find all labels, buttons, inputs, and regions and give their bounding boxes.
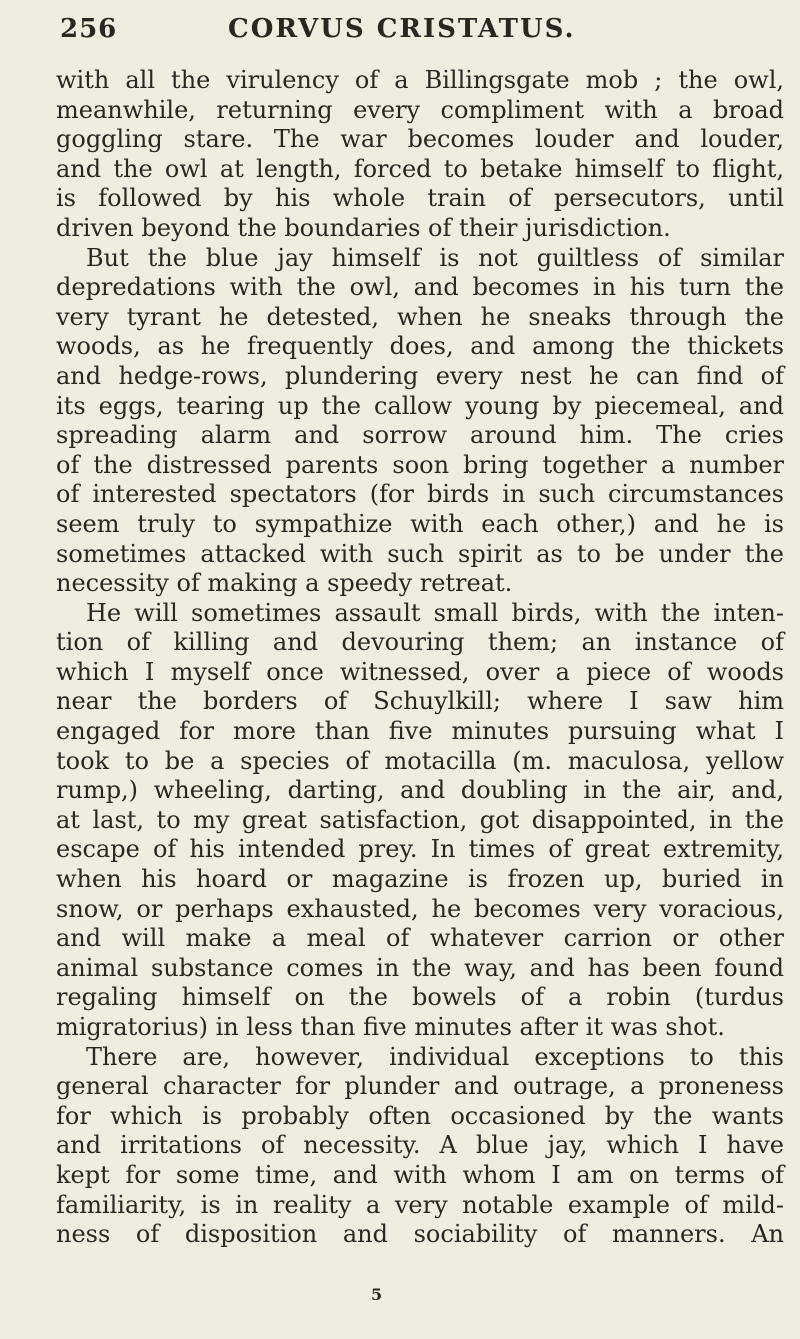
paragraph-start-line: There are, however, individual exceptions to this <box>86 1042 784 1071</box>
running-title: CORVUS CRISTATUS. <box>228 14 576 44</box>
text-line: general character for plunder and outrage, a proneness <box>56 1072 784 1101</box>
text-line: sometimes attacked with such spirit as to be under the <box>56 539 784 568</box>
text-line: depredations with the owl, and becomes in his turn the <box>56 273 784 302</box>
text-line: which I myself once witnessed, over a piece of woods <box>56 657 784 686</box>
text-line: at last, to my great satisfaction, got disappointed, in the <box>56 805 784 834</box>
paragraph-start-line: But the blue jay himself is not guiltless of similar <box>86 243 784 272</box>
paragraph-start-line: He will sometimes assault small birds, with the inten- <box>86 598 784 627</box>
signature-mark: 5 <box>371 1285 383 1304</box>
text-line: snow, or perhaps exhausted, he becomes very voracious, <box>56 894 784 923</box>
text-line: tion of killing and devouring them; an instance of <box>56 628 784 657</box>
text-line: animal substance comes in the way, and has been found <box>56 953 784 982</box>
text-line: rump,) wheeling, darting, and doubling in the air, and, <box>56 776 784 805</box>
text-line: and irritations of necessity. A blue jay, which I have <box>56 1131 784 1160</box>
text-line: escape of his intended prey. In times of great extremity, <box>56 835 784 864</box>
text-line: kept for some time, and with whom I am on terms of <box>56 1160 784 1189</box>
text-line: goggling stare. The war becomes louder and louder, <box>56 125 784 154</box>
text-line: with all the virulency of a Billingsgate mob ; the owl, <box>56 66 784 94</box>
text-line: of interested spectators (for birds in such circumstances <box>56 480 784 509</box>
running-head <box>60 14 780 54</box>
text-line: necessity of making a speedy retreat. <box>56 569 513 598</box>
page-number: 256 <box>60 14 118 44</box>
text-line: very tyrant he detested, when he sneaks through the <box>56 302 784 331</box>
text-line: for which is probably often occasioned by the wants <box>56 1101 784 1130</box>
text-line: is followed by his whole train of persecutors, until <box>56 184 784 213</box>
text-line: and will make a meal of whatever carrion or other <box>56 924 784 953</box>
text-line: ness of disposition and sociability of manners. An <box>56 1220 784 1249</box>
text-line: woods, as he frequently does, and among the thickets <box>56 332 784 361</box>
text-line: and the owl at length, forced to betake himself to flight, <box>56 154 784 183</box>
text-line: its eggs, tearing up the callow young by piecemeal, and <box>56 391 784 420</box>
text-line: near the borders of Schuylkill; where I saw him <box>56 687 784 716</box>
text-line: spreading alarm and sorrow around him. The cries <box>56 421 784 450</box>
body-text <box>56 66 784 1250</box>
text-line: and hedge-rows, plundering every nest he can find of <box>56 361 784 390</box>
text-line: driven beyond the boundaries of their jurisdiction. <box>56 213 671 242</box>
text-line: when his hoard or magazine is frozen up, buried in <box>56 865 784 894</box>
text-line: regaling himself on the bowels of a robin (turdus <box>56 983 784 1012</box>
text-line: engaged for more than five minutes pursuing what I <box>56 717 784 746</box>
text-line: migratorius) in less than five minutes after it was shot. <box>56 1013 725 1041</box>
text-line: meanwhile, returning every compliment with a broad <box>56 95 784 124</box>
text-line: familiarity, is in reality a very notable example of mild- <box>56 1190 784 1219</box>
text-line: of the distressed parents soon bring together a number <box>56 450 784 479</box>
text-line: took to be a species of motacilla (m. maculosa, yellow <box>56 746 784 775</box>
text-line: seem truly to sympathize with each other,) and he is <box>56 509 784 538</box>
